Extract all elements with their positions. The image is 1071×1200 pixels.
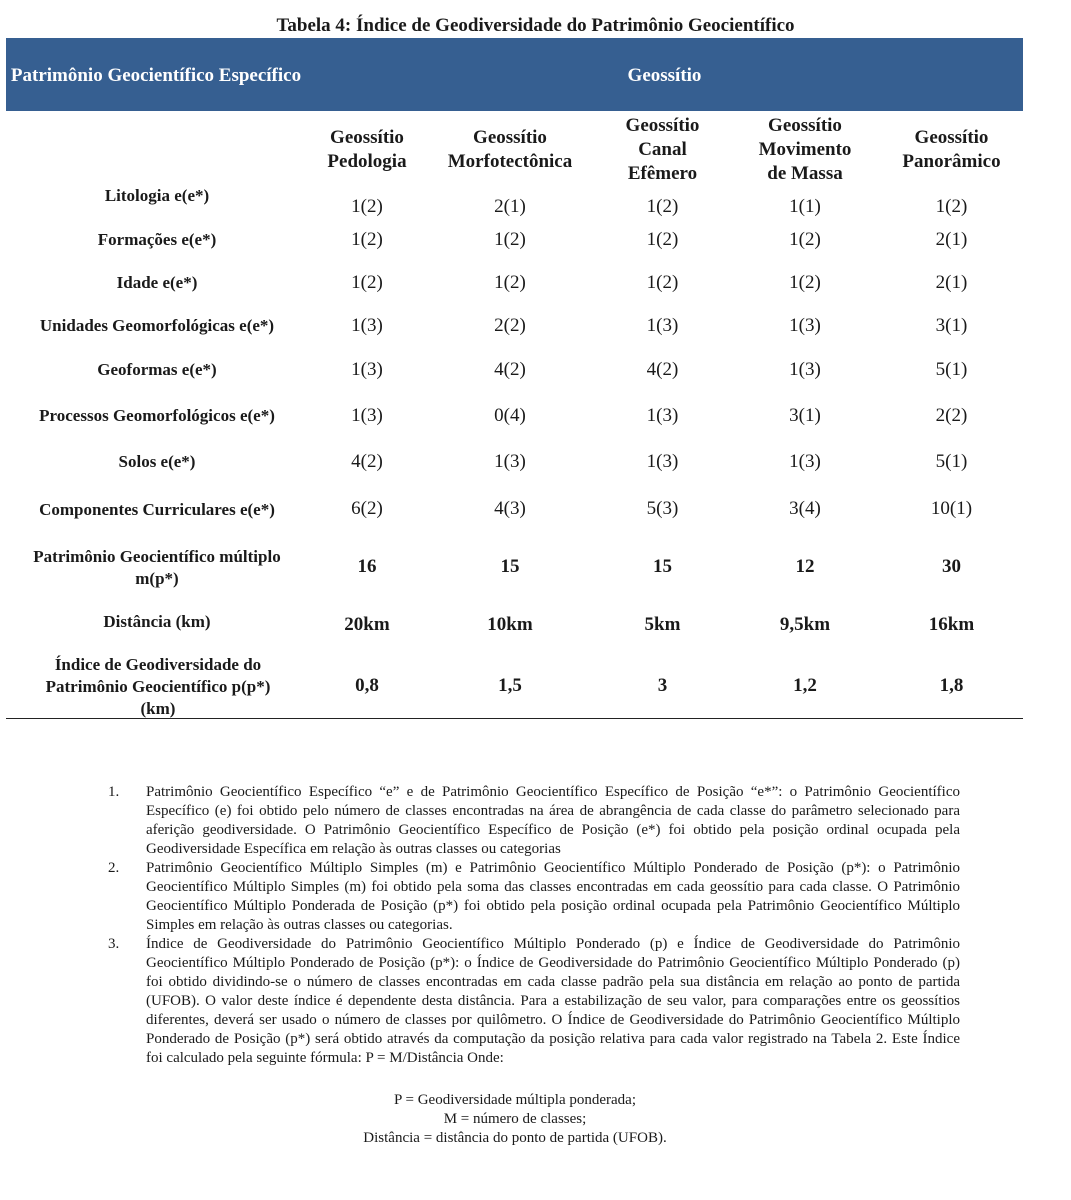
table-cell: 15 [500,556,520,577]
column-header-line: Movimento [758,139,852,160]
table-cell: 1(3) [646,315,679,336]
formula-line: M = número de classes; [443,1111,587,1127]
column-header-line: Efêmero [627,163,698,184]
footnote-item [100,859,960,935]
table-cell: 1(3) [646,405,679,426]
table-cell: 1(3) [351,405,383,426]
column-header-pedologia [312,126,422,174]
table-cell: 1(2) [789,229,821,250]
row-label-componentes-curriculares: Componentes Curriculares e(e*) [39,500,275,519]
table-cell: 1(1) [789,196,821,217]
table-header-band [6,38,1023,111]
column-header-line: Panorâmico [902,151,1001,172]
table-title: Tabela 4: Índice de Geodiversidade do Patrimônio Geocientífico [276,15,795,36]
row-label-distancia: Distância (km) [103,612,211,631]
footnote-text: Índice de Geodiversidade do Patrimônio Geocientífico Múltiplo Ponderado (p) e Índice de Geodiversidade do Patrimônio Geocientífico Múltiplo Ponderado de Posição (p*): o Índice de Geodiversidade do Patrimônio Geocientífico Múltiplo Ponderado (p) foi obtido dividindo-se o número de classes encontradas em cada classe padrão pela sua distância em relação ao ponto de partida (UFOB). O valor deste índice é dependente desta distância. Para a estabilização de seu valor, para comparações entre os geossítios diferentes, deverá ser usado o número de classes por quilômetro. O Índice de Geodiversidade do Patrimônio Geocientífico Múltiplo Ponderado de Posição (p*) será obtido através da computação da posição relativa para cada valor registrado na Tabela 2. Este Índice foi calculado pela seguinte fórmula: P = M/Distância Onde: [146,936,960,1066]
column-header-line: Geossítio [330,127,404,148]
column-header-panoramico [880,126,1023,174]
table-bottom-rule [6,718,1023,719]
table-cell: 1(2) [351,272,383,293]
table-cell: 3 [657,675,668,696]
table-cell: 2(1) [935,229,968,250]
table-cell: 1(2) [494,229,526,250]
footnote-number: 3. [108,936,120,952]
table-cell: 2(1) [494,196,526,217]
column-header-line: de Massa [767,163,843,184]
table-cell: 1(2) [935,196,968,217]
column-header-line: Canal [638,139,687,160]
formula-line: Distância = distância do ponto de partida (UFOB). [363,1130,667,1146]
table-cell: 1(2) [646,229,679,250]
column-header-morfotectonica [430,126,590,174]
formula-line: P = Geodiversidade múltipla ponderada; [393,1092,636,1108]
table-cell: 5(1) [935,359,968,380]
table-cell: 20km [344,614,390,635]
table-cell: 3(1) [935,315,968,336]
column-header-line: Geossítio [768,115,842,136]
table-cell: 1(3) [494,451,526,472]
table-cell: 2(2) [494,315,526,336]
row-label-geoformas: Geoformas e(e*) [97,360,217,379]
table-cell: 16km [928,614,975,635]
column-header-movimento-de-massa [735,114,875,186]
column-header-canal-efemero [595,114,730,186]
table-cell: 1(2) [646,196,679,217]
table-cell: 12 [795,556,815,577]
table-cell: 3(1) [789,405,821,426]
table-cell: 3(4) [789,498,821,519]
table-cell: 4(2) [646,359,679,380]
footnote-item [100,783,960,859]
column-header-line: Geossítio [914,127,989,148]
row-label-formacoes: Formações e(e*) [97,230,217,249]
column-header-line: Pedologia [327,151,407,172]
table-cell: 1(3) [351,315,383,336]
table-cell: 1(2) [646,272,679,293]
table-cell: 5km [644,614,681,635]
header-specific-heritage: Patrimônio Geocientífico Específico [10,65,302,86]
table-cell: 2(1) [935,272,968,293]
footnote-text: Patrimônio Geocientífico Múltiplo Simples (m) e Patrimônio Geocientífico Múltiplo Ponderado de Posição (p*): o Patrimônio Geocientífico Múltiplo Simples (m) foi obtido pela soma das classes encontradas em cada geossítio para cada classe. O Patrimônio Geocientífico Múltiplo Ponderada de Posição (p*) foi obtido pela posição ordinal ocupada pela Patrimônio Geocientífico Múltiplo Simples em relação às outras classes ou categorias. [146,860,960,933]
table-cell: 1(3) [789,451,821,472]
footnote-text: Patrimônio Geocientífico Específico “e” e de Patrimônio Geocientífico Específico de Posição “e*”: o Patrimônio Geocientífico Específico (e) foi obtido pelo número de classes encontradas na área de abrangência de cada classe do parâmetro selecionado para aferição geodiversidade. O Patrimônio Geocientífico Específico de Posição (e*) foi obtido pela posição ordinal ocupada pela Geodiversidade Específica em relação às outras classes ou categorias [146,784,960,857]
table-cell: 10(1) [930,498,973,519]
footnote-number: 2. [108,860,120,876]
table-cell: 9,5km [779,614,831,635]
table-cell: 1(3) [646,451,679,472]
row-label-litologia: Litologia e(e*) [104,186,210,205]
table-cell: 4(3) [494,498,526,519]
table-cell: 5(1) [935,451,968,472]
table-cell: 6(2) [351,498,383,519]
table-cell: 16 [357,556,377,577]
table-cell: 0(4) [494,405,526,426]
column-header-line: Morfotectônica [447,151,573,172]
row-label-idade: Idade e(e*) [116,273,198,292]
footnote-number: 1. [108,784,120,800]
header-geosite: Geossítio [627,65,702,86]
table-cell: 1(2) [351,229,383,250]
table-cell: 2(2) [935,405,968,426]
table-cell: 1(2) [494,272,526,293]
footnote-item [100,935,960,1068]
column-header-line: Geossítio [473,127,547,148]
table-cell: 1,5 [498,675,522,696]
row-label-indice-geodiversidade: Índice de Geodiversidade do Patrimônio Geocientífico p(p*) (km) [45,655,271,718]
table-cell: 1,8 [939,675,964,696]
footnotes [100,783,960,1068]
table-cell: 1(2) [789,272,821,293]
table-cell: 1(3) [789,359,821,380]
table-cell: 0,8 [355,675,379,696]
row-label-processos-geomorfologicos: Processos Geomorfológicos e(e*) [39,406,275,425]
row-label-unidades-geomorfologicas: Unidades Geomorfológicas e(e*) [39,316,275,335]
table-cell: 1(2) [351,196,383,217]
table-cell: 1(3) [789,315,821,336]
row-label-patrimonio-multiplo: Patrimônio Geocientífico múltiplo m(p*) [33,547,281,588]
row-label-solos: Solos e(e*) [118,452,196,471]
table-cell: 5(3) [646,498,679,519]
table-cell: 4(2) [351,451,383,472]
column-header-line: Geossítio [625,115,700,136]
table-cell: 10km [487,614,533,635]
table-cell: 1(3) [351,359,383,380]
table-cell: 4(2) [494,359,526,380]
table-cell: 1,2 [793,675,817,696]
table-cell: 15 [653,556,672,577]
table-cell: 30 [942,556,961,577]
